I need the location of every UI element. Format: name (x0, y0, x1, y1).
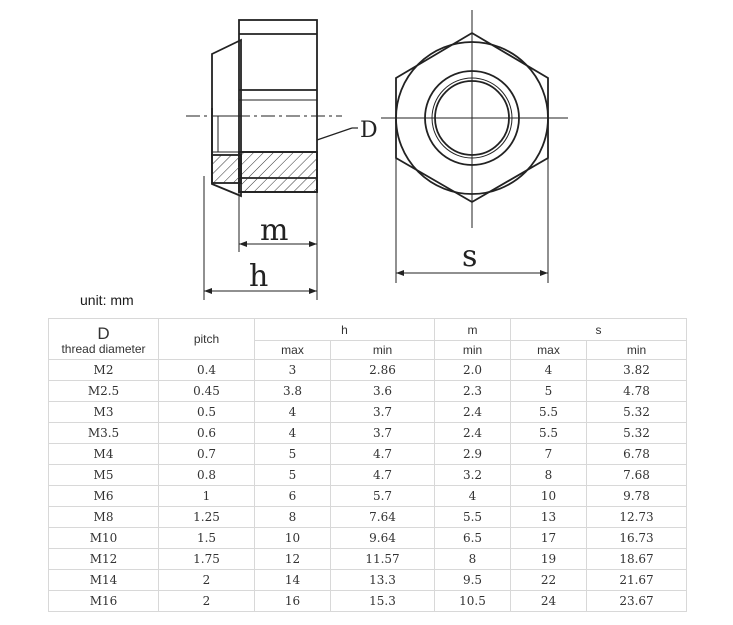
dimension-table (48, 318, 687, 612)
cell-m-min: 9.5 (435, 570, 511, 591)
cell-h-max: 3.8 (255, 381, 331, 402)
cell-size: M16 (49, 591, 159, 612)
cell-h-max: 4 (255, 402, 331, 423)
cell-s-min: 4.78 (587, 381, 687, 402)
cell-s-max: 13 (511, 507, 587, 528)
cell-s-min: 6.78 (587, 444, 687, 465)
cell-m-min: 3.2 (435, 465, 511, 486)
cell-size: M2 (49, 360, 159, 381)
table-row (49, 360, 687, 381)
header-D: D (97, 323, 110, 343)
header-D-sub: thread diameter (61, 341, 146, 356)
table-row (49, 444, 687, 465)
cell-h-min: 13.3 (331, 570, 435, 591)
cell-size: M6 (49, 486, 159, 507)
cell-s-max: 5.5 (511, 402, 587, 423)
cell-h-min: 3.7 (331, 402, 435, 423)
cell-pitch: 2 (159, 570, 255, 591)
table-row (49, 507, 687, 528)
cell-size: M3 (49, 402, 159, 423)
table-row (49, 570, 687, 591)
cell-h-min: 2.86 (331, 360, 435, 381)
cell-s-min: 5.32 (587, 402, 687, 423)
cell-s-min: 9.78 (587, 486, 687, 507)
cell-size: M14 (49, 570, 159, 591)
cell-h-max: 10 (255, 528, 331, 549)
side-view (186, 20, 358, 300)
table-row (49, 528, 687, 549)
cell-h-min: 3.7 (331, 423, 435, 444)
cell-h-min: 15.3 (331, 591, 435, 612)
cell-m-min: 2.3 (435, 381, 511, 402)
cell-m-min: 6.5 (435, 528, 511, 549)
cell-size: M5 (49, 465, 159, 486)
cell-h-max: 12 (255, 549, 331, 570)
table-row (49, 486, 687, 507)
cell-s-max: 4 (511, 360, 587, 381)
cell-m-min: 8 (435, 549, 511, 570)
technical-drawing (0, 0, 733, 300)
cell-h-max: 3 (255, 360, 331, 381)
header-group-s: s (511, 319, 687, 341)
cell-pitch: 0.8 (159, 465, 255, 486)
cell-s-min: 12.73 (587, 507, 687, 528)
cell-pitch: 0.6 (159, 423, 255, 444)
cell-s-max: 17 (511, 528, 587, 549)
cell-h-min: 4.7 (331, 444, 435, 465)
subheader-m-min: min (435, 341, 511, 360)
cell-s-min: 5.32 (587, 423, 687, 444)
label-h: h (249, 259, 269, 294)
cell-m-min: 2.0 (435, 360, 511, 381)
cell-pitch: 2 (159, 591, 255, 612)
cell-h-max: 14 (255, 570, 331, 591)
cell-pitch: 0.45 (159, 381, 255, 402)
cell-h-max: 5 (255, 444, 331, 465)
label-D: D (360, 118, 378, 143)
table-row (49, 402, 687, 423)
cell-pitch: 1.5 (159, 528, 255, 549)
label-m: m (260, 213, 289, 248)
cell-h-max: 4 (255, 423, 331, 444)
header-pitch: pitch (159, 319, 255, 360)
cell-s-min: 7.68 (587, 465, 687, 486)
table-row (49, 591, 687, 612)
cell-s-min: 3.82 (587, 360, 687, 381)
cell-h-max: 16 (255, 591, 331, 612)
subheader-s-min: min (587, 341, 687, 360)
table-header-row (49, 319, 687, 341)
cell-m-min: 4 (435, 486, 511, 507)
cell-h-min: 4.7 (331, 465, 435, 486)
cell-pitch: 1.75 (159, 549, 255, 570)
subheader-h-max: max (255, 341, 331, 360)
cell-pitch: 0.4 (159, 360, 255, 381)
cell-m-min: 5.5 (435, 507, 511, 528)
cell-size: M12 (49, 549, 159, 570)
cell-s-max: 8 (511, 465, 587, 486)
cell-s-min: 18.67 (587, 549, 687, 570)
cell-h-max: 8 (255, 507, 331, 528)
cell-pitch: 0.5 (159, 402, 255, 423)
cell-s-min: 23.67 (587, 591, 687, 612)
cell-s-max: 22 (511, 570, 587, 591)
cell-size: M10 (49, 528, 159, 549)
subheader-h-min: min (331, 341, 435, 360)
cell-h-max: 6 (255, 486, 331, 507)
label-s: s (462, 239, 478, 274)
cell-m-min: 2.4 (435, 423, 511, 444)
cell-size: M2.5 (49, 381, 159, 402)
cell-s-max: 5 (511, 381, 587, 402)
cell-pitch: 1.25 (159, 507, 255, 528)
cell-size: M8 (49, 507, 159, 528)
cell-pitch: 1 (159, 486, 255, 507)
header-group-m: m (435, 319, 511, 341)
cell-s-max: 24 (511, 591, 587, 612)
cell-h-min: 3.6 (331, 381, 435, 402)
cell-size: M3.5 (49, 423, 159, 444)
table-row (49, 549, 687, 570)
cell-s-min: 21.67 (587, 570, 687, 591)
table-row (49, 465, 687, 486)
table-row (49, 423, 687, 444)
unit-label: unit: mm (80, 292, 134, 308)
cell-s-max: 5.5 (511, 423, 587, 444)
cell-m-min: 2.4 (435, 402, 511, 423)
cell-s-max: 7 (511, 444, 587, 465)
header-group-h: h (255, 319, 435, 341)
cell-h-min: 11.57 (331, 549, 435, 570)
subheader-s-max: max (511, 341, 587, 360)
cell-h-min: 9.64 (331, 528, 435, 549)
cell-s-min: 16.73 (587, 528, 687, 549)
cell-s-max: 19 (511, 549, 587, 570)
cell-m-min: 10.5 (435, 591, 511, 612)
table-row (49, 381, 687, 402)
cell-h-max: 5 (255, 465, 331, 486)
cell-h-min: 5.7 (331, 486, 435, 507)
cell-h-min: 7.64 (331, 507, 435, 528)
cell-m-min: 2.9 (435, 444, 511, 465)
cell-pitch: 0.7 (159, 444, 255, 465)
header-thread-diameter (49, 319, 159, 360)
cell-size: M4 (49, 444, 159, 465)
cell-s-max: 10 (511, 486, 587, 507)
